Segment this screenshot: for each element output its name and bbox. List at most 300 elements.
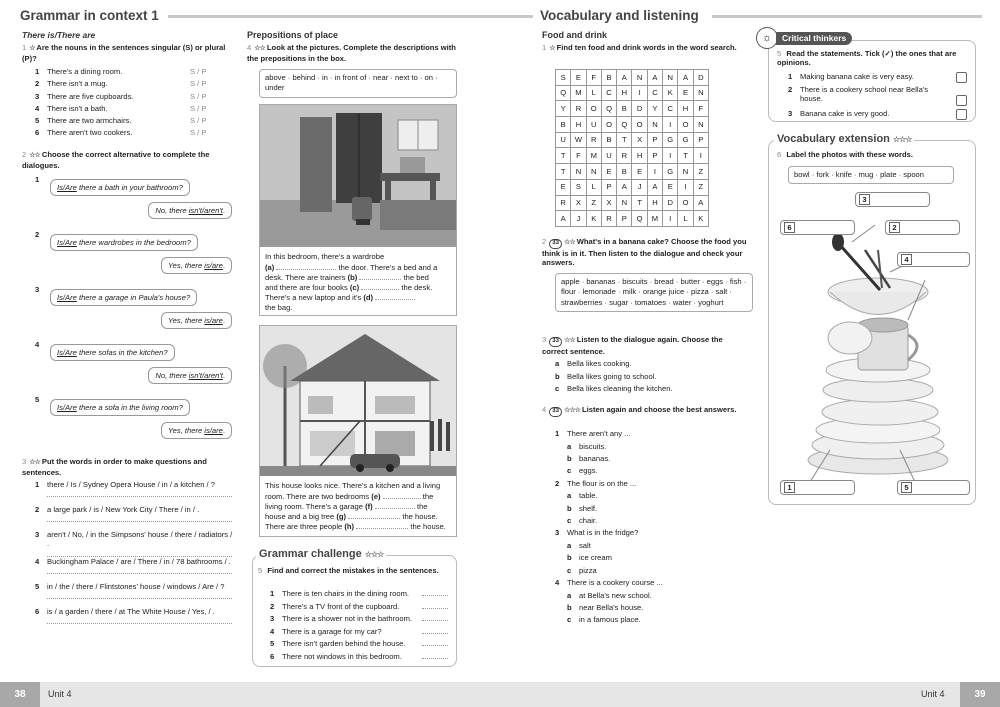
grid-cell[interactable]: J <box>632 179 647 195</box>
ex4-instruction: 4 ☆☆ Look at the pictures. Complete the descriptions with the prepositions in the box. <box>247 43 456 63</box>
answer-bubble <box>161 257 232 274</box>
option-letter: a <box>567 491 572 501</box>
critical-instruction: 5 Read the statements. Tick (✓) the ones that are opinions. <box>777 49 957 68</box>
statement-item <box>788 85 943 109</box>
grid-cell[interactable]: B <box>556 117 571 133</box>
tableware-word-box: bowl · fork · knife · mug · plate · spoon <box>788 166 954 184</box>
question-number: 1 <box>555 429 560 438</box>
r-ex3-options <box>555 359 745 397</box>
grid-cell[interactable]: N <box>571 164 586 180</box>
bedroom-description: In this bedroom, there's a wardrobe (a) the door. There's a bed and a desk. There are trainers (b) the bed and there are four books (c) the desk. There's a new laptop and it's (d) the bag. <box>265 252 438 312</box>
alternative-choice: Is/Are <box>57 183 77 192</box>
grid-cell[interactable]: M <box>571 85 586 101</box>
grid-cell[interactable]: P <box>601 179 616 195</box>
option-letter: a <box>567 590 572 600</box>
food-word-box: apple · bananas · biscuits · bread · butter · eggs · fish · flour · lemonade · milk · orange juice · pizza · salt · strawberries · sugar · tomatoes · water · yoghurt <box>555 273 753 312</box>
grid-cell[interactable]: X <box>632 132 647 148</box>
answer-bubble <box>148 367 232 384</box>
item-text: aren't / No, / in the Simpsons' house / there / radiators / . <box>47 530 233 549</box>
option-letter: a <box>567 540 572 550</box>
option-letter: c <box>555 384 560 393</box>
instruction-text: Are the nouns in the sentences singular (S) or plural (P)? <box>22 43 226 63</box>
option-item[interactable] <box>555 603 745 615</box>
list-item <box>35 92 215 104</box>
option-text: bananas. <box>579 453 611 463</box>
label-box[interactable]: 2 <box>885 220 960 235</box>
option-letter: c <box>567 466 572 476</box>
grid-cell[interactable]: G <box>663 164 678 180</box>
list-item <box>270 652 455 665</box>
alternative-choice: Is/Are <box>57 348 77 357</box>
question-number: 2 <box>555 478 560 488</box>
grid-cell[interactable]: E <box>571 70 586 86</box>
grid-cell[interactable]: L <box>678 211 693 227</box>
title-rule <box>168 15 533 18</box>
item-number: 1 <box>35 67 40 76</box>
list-item <box>35 67 215 79</box>
label-box[interactable]: 6 <box>780 220 855 235</box>
grid-cell[interactable]: A <box>678 70 693 86</box>
lightbulb-icon: ☼ <box>756 27 778 49</box>
answer-bubble <box>161 312 232 329</box>
item-text: Making banana cake is very easy. <box>800 72 914 81</box>
answer-line[interactable] <box>47 573 232 574</box>
grid-cell[interactable]: K <box>693 211 708 227</box>
grid-cell[interactable]: O <box>601 117 616 133</box>
grid-cell[interactable]: Q <box>632 211 647 227</box>
grid-cell[interactable]: G <box>663 132 678 148</box>
question-bubble <box>50 344 175 361</box>
grid-cell[interactable]: P <box>693 132 708 148</box>
item-number: 1 <box>35 480 40 489</box>
grid-cell[interactable]: E <box>663 179 678 195</box>
option-text: shelf. <box>579 503 598 513</box>
option-text: salt <box>579 540 591 550</box>
item-number: 3 <box>788 108 793 118</box>
question-text: There is a cookery course ... <box>567 578 663 588</box>
list-item <box>270 627 455 640</box>
option-item[interactable] <box>555 359 745 372</box>
answer-text: Yes, there <box>167 261 205 270</box>
vocab-instruction: 6 Label the photos with these words. <box>777 150 913 159</box>
grid-cell[interactable]: H <box>678 101 693 117</box>
option-letter: b <box>567 602 572 612</box>
grid-cell[interactable]: N <box>647 117 662 133</box>
answer-line[interactable] <box>422 614 448 621</box>
grid-cell[interactable]: G <box>678 132 693 148</box>
grid-cell[interactable]: U <box>601 148 616 164</box>
unit-label-right: Unit 4 <box>921 689 945 699</box>
grid-cell[interactable]: N <box>693 117 708 133</box>
grid-cell[interactable]: I <box>632 85 647 101</box>
page-number-left: 38 <box>0 682 40 707</box>
option-item[interactable] <box>555 566 745 578</box>
tick-checkbox[interactable] <box>956 109 967 120</box>
grid-cell[interactable]: N <box>693 85 708 101</box>
grid-cell[interactable]: L <box>586 179 601 195</box>
list-item <box>35 480 235 505</box>
grid-cell[interactable]: M <box>586 148 601 164</box>
ex3-instruction: 3 ☆☆ Put the words in order to make questions and sentences. <box>22 457 207 477</box>
option-item[interactable] <box>555 553 745 565</box>
item-number: 4 <box>35 103 40 113</box>
question-bubble <box>50 289 197 306</box>
grid-cell[interactable]: D <box>632 101 647 117</box>
grid-cell[interactable]: D <box>693 70 708 86</box>
answer-end: . <box>222 261 225 270</box>
grid-cell[interactable]: U <box>586 117 601 133</box>
item-text: There are two armchairs. <box>47 116 132 126</box>
item-text: There isn't garden behind the house. <box>282 639 406 649</box>
option-item[interactable] <box>555 372 745 385</box>
item-text: Banana cake is very good. <box>800 108 890 118</box>
grid-cell[interactable]: H <box>632 148 647 164</box>
list-item <box>35 116 215 128</box>
grid-cell[interactable]: R <box>571 101 586 117</box>
grid-cell[interactable]: E <box>556 179 571 195</box>
grid-cell[interactable]: I <box>693 148 708 164</box>
grid-cell[interactable]: P <box>617 211 632 227</box>
grid-cell[interactable]: O <box>678 195 693 211</box>
item-text: in / the / there / Flintstones' house / windows / Are / ? <box>47 581 225 591</box>
grid-cell[interactable]: U <box>556 132 571 148</box>
ex2-instruction: 2 ☆☆ Choose the correct alternative to complete the dialogues. <box>22 150 210 170</box>
grid-cell[interactable]: O <box>678 117 693 133</box>
grid-cell[interactable]: Q <box>556 85 571 101</box>
preposition-word-box: above · behind · in · in front of · near · next to · on · under <box>259 69 457 98</box>
word-search-grid <box>555 69 709 227</box>
grid-cell[interactable]: R <box>601 211 616 227</box>
option-text: chair. <box>579 515 598 525</box>
alternative-choice: isn't/aren't <box>188 371 223 380</box>
r-ex4-instruction: 4 33 ☆☆☆ Listen again and choose the best answers. <box>542 405 747 417</box>
option-letter: c <box>567 565 572 575</box>
option-text: biscuits. <box>579 441 607 451</box>
item-text: There are five cupboards. <box>47 91 134 101</box>
page-number-right: 39 <box>960 682 1000 707</box>
vocab-extension-title: Vocabulary extension ☆☆☆ <box>774 133 914 147</box>
ex5-instruction: 5 Find and correct the mistakes in the sentences. <box>258 566 439 575</box>
sp-choice: S / P <box>190 116 207 126</box>
title-rule <box>712 15 982 18</box>
question-text: there a garage in Paula's house? <box>76 293 191 302</box>
option-text: near Bella's house. <box>579 602 644 612</box>
option-item[interactable] <box>555 384 745 397</box>
tick-checkbox[interactable] <box>956 72 967 83</box>
option-item[interactable] <box>555 466 745 478</box>
list-item <box>35 582 235 607</box>
grid-cell[interactable]: I <box>647 164 662 180</box>
answer-line[interactable] <box>422 602 448 609</box>
item-number: 6 <box>35 128 40 138</box>
item-text: There isn't a mug. <box>47 79 108 89</box>
subheading-prepositions: Prepositions of place <box>247 30 339 40</box>
dialogue-number: 3 <box>35 285 40 294</box>
option-text: Bella likes cleaning the kitchen. <box>567 384 673 393</box>
grid-cell[interactable]: E <box>678 85 693 101</box>
bedroom-illustration <box>260 105 456 247</box>
r-ex2-instruction: 2 33 ☆☆ What's in a banana cake? Choose the food you think is in it. Then listen to the dialogue and check your answers. <box>542 237 747 267</box>
item-text: There's a TV front of the cupboard. <box>282 601 400 611</box>
option-item[interactable] <box>555 491 745 503</box>
dialogue-number: 1 <box>35 175 40 184</box>
item-number: 5 <box>35 581 40 591</box>
audio-track-icon: 33 <box>549 239 562 249</box>
option-letter: b <box>567 503 572 513</box>
alternative-choice: is/are <box>204 261 223 270</box>
answer-line[interactable] <box>422 639 448 646</box>
option-letter: a <box>555 359 560 368</box>
grid-cell[interactable]: B <box>617 101 632 117</box>
grid-cell[interactable]: T <box>556 148 571 164</box>
item-text: is / a garden / there / at The White House / Yes, / . <box>47 606 215 616</box>
label-box[interactable]: 5 <box>897 480 970 495</box>
grid-cell[interactable]: T <box>678 148 693 164</box>
alternative-choice: isn't/aren't <box>188 206 223 215</box>
grid-cell[interactable]: I <box>663 117 678 133</box>
grid-cell[interactable]: H <box>617 85 632 101</box>
grid-cell[interactable]: I <box>678 179 693 195</box>
grid-cell[interactable]: X <box>601 195 616 211</box>
grid-cell[interactable]: F <box>586 70 601 86</box>
grid-cell[interactable]: M <box>647 211 662 227</box>
grid-cell[interactable]: N <box>632 70 647 86</box>
house-illustration-frame <box>259 325 457 537</box>
label-box[interactable]: 3 <box>855 192 930 207</box>
option-letter: c <box>567 515 572 525</box>
grid-cell[interactable]: Q <box>601 101 616 117</box>
item-text: There is ten chairs in the dining room. <box>282 589 410 598</box>
grid-cell[interactable]: Z <box>586 195 601 211</box>
item-number: 5 <box>270 639 275 649</box>
option-item[interactable] <box>555 442 745 454</box>
grid-cell[interactable]: N <box>617 195 632 211</box>
answer-end: . <box>222 316 225 325</box>
grid-cell[interactable]: X <box>571 195 586 211</box>
grid-cell[interactable]: S <box>556 70 571 86</box>
option-text: at Bella's new school. <box>579 590 652 600</box>
grid-cell[interactable]: C <box>601 85 616 101</box>
alternative-choice: Is/Are <box>57 238 77 247</box>
question-item <box>555 429 745 442</box>
grid-cell[interactable]: I <box>663 211 678 227</box>
grid-cell[interactable]: A <box>617 70 632 86</box>
sp-choice: S / P <box>190 67 207 76</box>
dialogue-number: 5 <box>35 395 40 404</box>
list-item <box>35 79 215 91</box>
ws-instruction: 1 ☆ Find ten food and drink words in the word search. <box>542 43 737 52</box>
grid-cell[interactable]: T <box>617 132 632 148</box>
grid-cell[interactable]: R <box>586 132 601 148</box>
option-item[interactable] <box>555 591 745 603</box>
option-text: pizza <box>579 565 597 575</box>
item-text: There aren't two cookers. <box>47 128 133 138</box>
grid-cell[interactable]: D <box>663 195 678 211</box>
question-text: The flour is on the ... <box>567 478 637 488</box>
grid-cell[interactable]: S <box>571 179 586 195</box>
dialogue-number: 4 <box>35 340 40 349</box>
option-text: eggs. <box>579 466 598 476</box>
question-number: 4 <box>555 578 560 588</box>
ex1-instruction <box>22 43 232 63</box>
answer-bubble <box>161 422 232 439</box>
answer-line[interactable] <box>47 496 232 497</box>
bedroom-illustration-frame <box>259 104 457 316</box>
item-number: 2 <box>35 505 40 514</box>
list-item <box>35 530 235 557</box>
grid-cell[interactable]: Y <box>647 101 662 117</box>
list-item <box>270 589 455 602</box>
grid-cell[interactable]: B <box>601 70 616 86</box>
option-letter: b <box>555 371 560 381</box>
item-text: There's a dining room. <box>47 67 123 76</box>
grid-cell[interactable]: E <box>632 164 647 180</box>
list-item <box>270 614 455 627</box>
subheading-there-is: There is/There are <box>22 30 96 40</box>
option-letter: a <box>567 441 572 451</box>
grid-cell[interactable]: I <box>663 148 678 164</box>
answer-line[interactable] <box>47 598 232 599</box>
item-number: 3 <box>270 614 275 624</box>
option-item[interactable] <box>555 454 745 466</box>
grid-cell[interactable]: N <box>678 164 693 180</box>
item-number: 1 <box>270 589 275 598</box>
question-bubble <box>50 179 190 196</box>
list-item <box>35 607 235 632</box>
grid-cell[interactable]: K <box>663 85 678 101</box>
critical-list <box>788 72 973 121</box>
question-text: there a sofa in the living room? <box>76 403 183 412</box>
option-letter: b <box>567 553 572 563</box>
answer-text: Yes, there <box>167 316 205 325</box>
alternative-choice: Is/Are <box>57 403 77 412</box>
grid-cell[interactable]: Q <box>617 117 632 133</box>
question-number: 3 <box>555 528 560 538</box>
grid-cell[interactable]: L <box>586 85 601 101</box>
list-item <box>35 128 215 140</box>
answer-line[interactable] <box>422 589 448 596</box>
item-text: a large park / is / New York City / There / in / . <box>47 505 200 514</box>
grid-cell[interactable]: J <box>571 211 586 227</box>
grid-cell[interactable]: R <box>556 195 571 211</box>
grid-cell[interactable]: P <box>647 148 662 164</box>
question-item <box>555 479 745 492</box>
grid-cell[interactable]: P <box>647 132 662 148</box>
answer-line[interactable] <box>422 652 448 659</box>
statement-item <box>788 109 943 122</box>
option-item[interactable] <box>555 516 745 528</box>
grid-cell[interactable]: Y <box>556 101 571 117</box>
item-number: 2 <box>788 84 793 94</box>
answer-line[interactable] <box>47 521 232 522</box>
grid-cell[interactable]: O <box>632 117 647 133</box>
grid-cell[interactable]: N <box>663 70 678 86</box>
option-item[interactable] <box>555 504 745 516</box>
subheading-food-drink: Food and drink <box>542 30 607 40</box>
grid-cell[interactable]: T <box>632 195 647 211</box>
list-item <box>35 557 235 582</box>
question-item <box>555 528 745 541</box>
grid-cell[interactable]: F <box>693 101 708 117</box>
grid-cell[interactable]: B <box>617 164 632 180</box>
question-bubble <box>50 399 190 416</box>
answer-end: . <box>222 371 225 380</box>
grid-cell[interactable]: H <box>571 117 586 133</box>
ex2-dialogues <box>22 172 242 442</box>
grid-cell[interactable]: B <box>601 132 616 148</box>
label-box[interactable]: 4 <box>897 252 970 267</box>
grid-cell[interactable]: A <box>647 70 662 86</box>
item-number: 6 <box>270 651 275 661</box>
item-text: There is a shower not in the bathroom. <box>282 614 413 624</box>
answer-line[interactable] <box>47 623 232 624</box>
grid-cell[interactable]: Z <box>693 179 708 195</box>
r-ex3-instruction: 3 33 ☆☆ Listen to the dialogue again. Choose the correct sentence. <box>542 335 723 356</box>
option-item[interactable] <box>555 541 745 553</box>
item-text: There is a garage for my car? <box>282 626 382 636</box>
grid-cell[interactable]: Z <box>693 164 708 180</box>
audio-track-icon: 33 <box>549 337 562 347</box>
grid-cell[interactable]: O <box>586 101 601 117</box>
grid-cell[interactable]: A <box>693 195 708 211</box>
answer-line[interactable] <box>422 627 448 634</box>
grammar-challenge-title: Grammar challenge ☆☆☆ <box>256 548 386 562</box>
item-number: 6 <box>35 606 40 616</box>
grid-cell[interactable]: C <box>663 101 678 117</box>
unit-label-left: Unit 4 <box>48 689 72 699</box>
grid-cell[interactable]: C <box>647 85 662 101</box>
page-title-vocabulary: Vocabulary and listening <box>540 8 699 23</box>
grid-cell[interactable]: A <box>556 211 571 227</box>
grid-cell[interactable]: R <box>617 148 632 164</box>
item-number: 5 <box>35 116 40 126</box>
tick-checkbox[interactable] <box>956 95 967 106</box>
difficulty-stars: ☆ <box>29 45 35 52</box>
label-box[interactable]: 1 <box>780 480 855 495</box>
grid-cell[interactable]: A <box>617 179 632 195</box>
ex3-list <box>35 480 235 632</box>
item-text: Buckingham Palace / are / There / in / 78 bathrooms / . <box>47 556 231 566</box>
grid-cell[interactable]: W <box>571 132 586 148</box>
item-number: 3 <box>35 91 40 101</box>
question-text: What is in the fridge? <box>567 528 639 538</box>
answer-end: . <box>222 426 225 435</box>
audio-track-icon: 33 <box>549 407 562 417</box>
grid-cell[interactable]: F <box>571 148 586 164</box>
challenge-list <box>270 589 455 665</box>
grid-cell[interactable]: E <box>601 164 616 180</box>
list-item <box>270 639 455 652</box>
grid-cell[interactable]: K <box>586 211 601 227</box>
grid-cell[interactable]: H <box>647 195 662 211</box>
grid-cell[interactable]: A <box>647 179 662 195</box>
alternative-choice: is/are <box>204 316 223 325</box>
option-text: Bella likes cooking. <box>567 359 632 368</box>
list-item <box>35 505 235 530</box>
grid-cell[interactable]: N <box>586 164 601 180</box>
grid-cell[interactable]: T <box>556 164 571 180</box>
sp-choice: S / P <box>190 91 207 101</box>
list-item <box>270 602 455 615</box>
question-item <box>555 578 745 591</box>
answer-bubble <box>148 202 232 219</box>
alternative-choice: Is/Are <box>57 293 77 302</box>
option-text: ice cream <box>579 553 612 563</box>
list-item <box>35 104 215 116</box>
page-title-grammar: Grammar in context 1 <box>20 8 159 23</box>
item-text: there / Is / Sydney Opera House / in / a kitchen / ? <box>47 480 215 489</box>
option-item[interactable] <box>555 615 745 627</box>
